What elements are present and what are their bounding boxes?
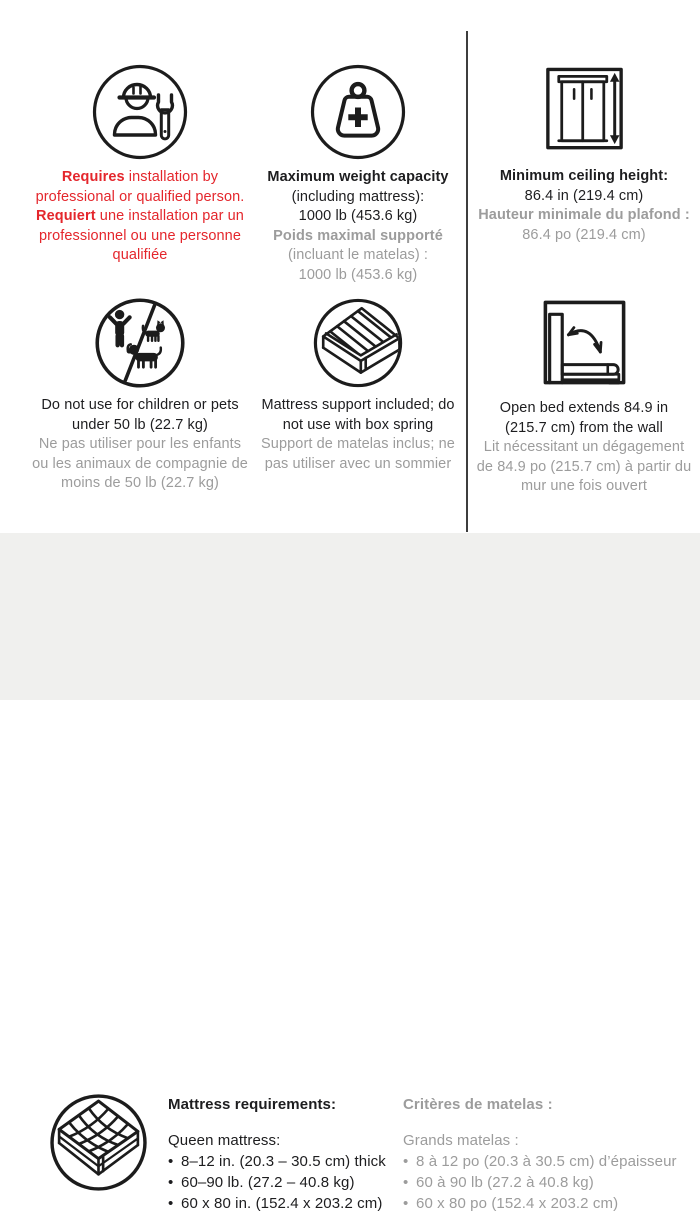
requirements-title-en: Mattress requirements:: [168, 1096, 337, 1113]
ceiling-height-block: [470, 62, 698, 245]
no-children-pets-icon: [93, 296, 187, 390]
install-fr-rest: une installation par un: [95, 208, 244, 224]
ceiling-height-icon: [535, 62, 634, 161]
no-children-pets-block: [15, 296, 265, 494]
open-bed-text: [470, 399, 698, 497]
requirement-en-weight: • 60–90 lb. (27.2 – 40.8 kg): [168, 1172, 393, 1193]
openbed-fr2: de 84.9 po (215.7 cm) à partir du: [476, 458, 692, 475]
ceiling-fr2: 86.4 po (219.4 cm): [522, 226, 646, 243]
max-weight-block: [252, 62, 464, 285]
mattress-support-icon: [311, 296, 405, 390]
requirement-fr-thickness: • 8 à 12 po (20.3 à 30.5 cm) d’épaisseur: [403, 1151, 693, 1172]
installer-icon: [90, 62, 190, 162]
requirement-fr-size: • 60 x 80 po (152.4 x 203.2 cm): [403, 1193, 693, 1214]
open-bed-block: [470, 294, 698, 497]
weight-capacity-icon: [308, 62, 408, 162]
children-fr3: moins de 50 lb (22.7 kg): [61, 475, 219, 491]
requirement-fr-weight: • 60 à 90 lb (27.2 à 40.8 kg): [403, 1172, 693, 1193]
ceiling-en1: Minimum ceiling height:: [499, 168, 669, 184]
requirements-subtitle-fr: Grands matelas :: [403, 1132, 519, 1149]
support-fr1: Support de matelas inclus; ne: [261, 436, 455, 452]
children-fr1: Ne pas utiliser pour les enfants: [38, 436, 242, 452]
weight-en3: 1000 lb (453.6 kg): [298, 208, 418, 224]
requirement-en-size: • 60 x 80 in. (152.4 x 203.2 cm): [168, 1193, 393, 1214]
install-fr-line2: professionnel ou une personne: [38, 227, 242, 244]
openbed-fr1: Lit nécessitant un dégagement: [483, 439, 685, 455]
install-fr-bold: Requiert: [36, 208, 96, 224]
children-fr2: ou les animaux de compagnie de: [32, 455, 248, 472]
support-en2: not use with box spring: [282, 416, 434, 433]
weight-fr1: Poids maximal supporté: [273, 227, 443, 244]
support-en1: Mattress support included; do: [261, 397, 455, 413]
mattress-icon: [48, 1092, 149, 1193]
ceiling-height-text: [470, 167, 698, 245]
requirements-title-fr: Critères de matelas :: [403, 1096, 553, 1113]
mattress-requirements-fr: [403, 1094, 693, 1214]
openbed-en1: Open bed extends 84.9 in: [499, 400, 669, 416]
support-fr2: pas utiliser avec un sommier: [264, 455, 452, 472]
children-en2: under 50 lb (22.7 kg): [72, 416, 208, 433]
mattress-support-text: [252, 396, 464, 474]
weight-en2: (including mattress):: [291, 188, 425, 205]
requirements-list-en: [168, 1151, 393, 1214]
installation-block: [15, 62, 265, 266]
weight-fr3: 1000 lb (453.6 kg): [298, 266, 418, 283]
install-en-line2: professional or qualified person.: [35, 188, 245, 205]
openbed-en2: (215.7 cm) from the wall: [505, 419, 663, 436]
ceiling-en2: 86.4 in (219.4 cm): [524, 187, 644, 204]
installation-text: [15, 168, 265, 266]
weight-fr2: (incluant le matelas) :: [287, 247, 429, 263]
mattress-requirements-en: [168, 1094, 393, 1214]
children-en1: Do not use for children or pets: [41, 397, 239, 413]
install-fr-line3: qualifiée: [112, 247, 168, 263]
install-en-bold: Requires: [61, 169, 125, 185]
open-bed-icon: [535, 294, 634, 393]
max-weight-text: [252, 168, 464, 285]
requirements-subtitle-en: Queen mattress:: [168, 1132, 281, 1149]
no-children-pets-text: [15, 396, 265, 494]
install-en-rest: installation by: [124, 169, 219, 185]
requirement-en-thickness: • 8–12 in. (20.3 – 30.5 cm) thick: [168, 1151, 393, 1172]
openbed-fr3: mur une fois ouvert: [520, 478, 647, 494]
weight-en1: Maximum weight capacity: [267, 169, 449, 185]
mattress-requirements-band: [0, 533, 700, 1212]
mattress-support-block: [252, 296, 464, 474]
vertical-divider: [466, 31, 468, 532]
ceiling-fr1: Hauteur minimale du plafond :: [478, 207, 690, 223]
requirements-list-fr: [403, 1151, 693, 1214]
